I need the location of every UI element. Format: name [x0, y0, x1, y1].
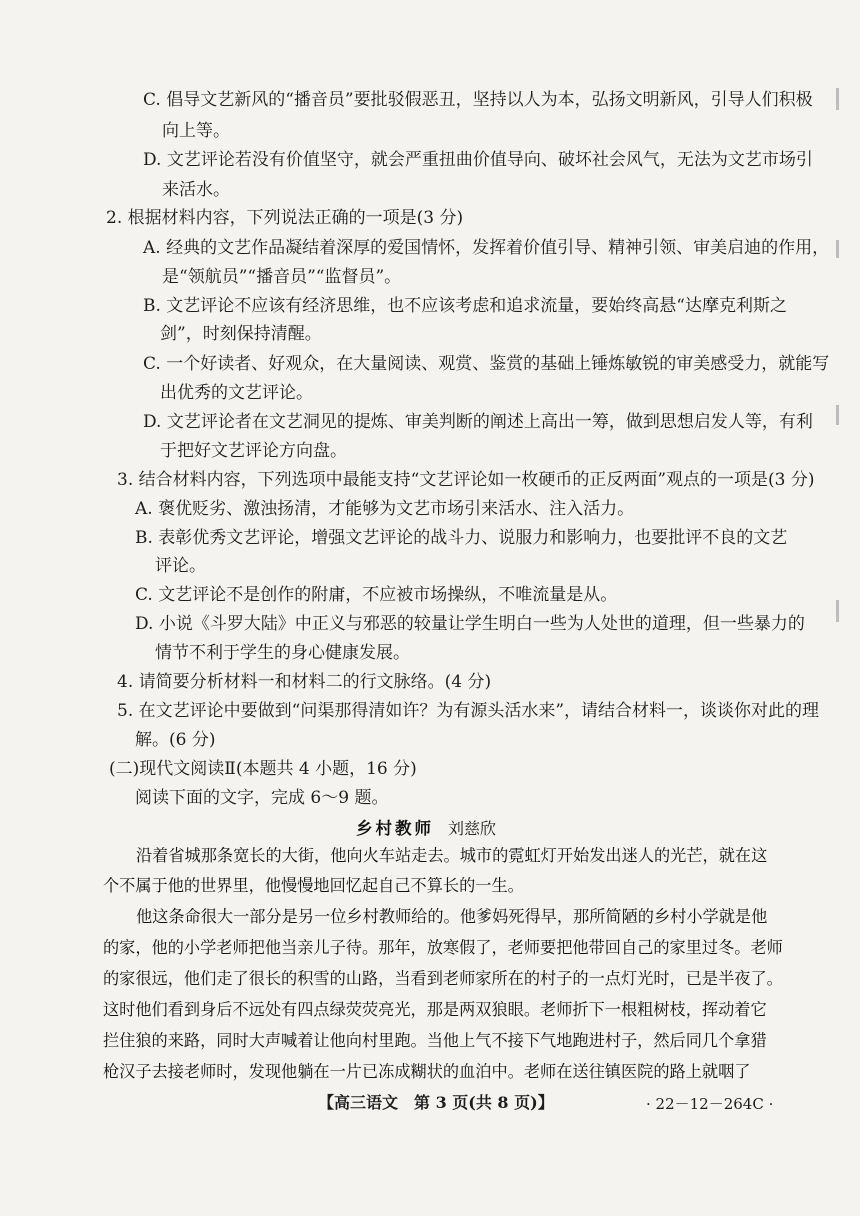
q2-option-c-line2: 出优秀的文艺评论。	[160, 383, 313, 403]
q2-option-a-line1: A. 经典的文艺作品凝结着深厚的爱国情怀，发挥着价值引导、精神引领、审美启迪的作用，	[143, 238, 830, 258]
q2-option-a-line2: 是“领航员”“播音员”“监督员”。	[162, 267, 402, 287]
q3-option-a: A. 褒优贬劣、激浊扬清，才能够为文艺市场引来活水、注入活力。	[135, 499, 635, 519]
story-p2-line5: 拦住狼的来路，同时大声喊着让他向村里跑。当他上气不接下气地跑进村子，然后同几个拿猎	[103, 1031, 767, 1050]
q3-stem: 3. 结合材料内容，下列选项中最能支持“文艺评论如一枚硬币的正反两面”观点的一项是(3 分)	[117, 470, 815, 490]
story-p2-line4: 这时他们看到身后不远处有四点绿荧荧亮光，那是两双狼眼。老师折下一根粗树枝，挥动着它	[103, 1000, 767, 1019]
q2-option-d-line1: D. 文艺评论者在文艺洞见的提炼、审美判断的阐述上高出一筹，做到思想启发人等，有利	[143, 412, 813, 432]
footer-code: · 22－12－264C ·	[646, 1095, 774, 1113]
q1-option-c-line1: C. 倡导文艺新风的“播音员”要批驳假恶丑，坚持以人为本，弘扬文明新风，引导人们积极	[143, 90, 813, 110]
q2-option-b-line2: 剑”，时刻保持清醒。	[160, 324, 322, 344]
scan-edge-mark	[836, 88, 839, 110]
section2-heading: (二)现代文阅读Ⅱ(本题共 4 小题，16 分)	[109, 759, 417, 779]
q1-option-d-line2: 来活水。	[162, 180, 230, 200]
q1-option-c-line2: 向上等。	[162, 121, 230, 141]
story-author: 刘慈欣	[448, 819, 497, 838]
story-p2-line6: 枪汉子去接老师时，发现他躺在一片已冻成糊状的血泊中。老师在送往镇医院的路上就咽了	[103, 1062, 751, 1081]
q2-stem: 2. 根据材料内容，下列说法正确的一项是(3 分)	[106, 208, 464, 228]
story-title: 乡村教师	[356, 819, 434, 838]
story-p1-line2: 个不属于他的世界里，他慢慢地回忆起自己不算长的一生。	[103, 876, 524, 895]
q3-option-d-line2: 情节不利于学生的身心健康发展。	[155, 643, 410, 663]
q5-stem-line2: 解。(6 分)	[135, 730, 216, 750]
scan-edge-mark	[836, 600, 839, 622]
section2-instruction: 阅读下面的文字，完成 6～9 题。	[135, 788, 389, 808]
q3-option-c: C. 文艺评论不是创作的附庸，不应被市场操纵，不唯流量是从。	[135, 585, 618, 605]
q5-stem-line1: 5. 在文艺评论中要做到“问渠那得清如许？为有源头活水来”，请结合材料一，谈谈你对此的理	[117, 701, 820, 721]
scan-edge-mark	[836, 240, 839, 258]
story-p2-line3: 的家很远，他们走了很长的积雪的山路，当看到老师家所在的村子的一点灯光时，已是半夜了。	[103, 969, 783, 988]
q2-option-d-line2: 于把好文艺评论方向盘。	[160, 441, 347, 461]
q4-stem: 4. 请简要分析材料一和材料二的行文脉络。(4 分)	[117, 672, 492, 692]
q3-option-d-line1: D. 小说《斗罗大陆》中正义与邪恶的较量让学生明白一些为人处世的道理，但一些暴力的	[135, 614, 805, 634]
q3-option-b-line1: B. 表彰优秀文艺评论，增强文艺评论的战斗力、说服力和影响力，也要批评不良的文艺	[135, 528, 788, 548]
q2-option-c-line1: C. 一个好读者、好观众，在大量阅读、观赏、鉴赏的基础上锤炼敏锐的审美感受力，就能写	[143, 354, 830, 374]
story-p2-line1: 他这条命很大一部分是另一位乡村教师给的。他爹妈死得早，那所简陋的乡村小学就是他	[136, 907, 768, 926]
q1-option-d-line1: D. 文艺评论若没有价值坚守，就会严重扭曲价值导向、破坏社会风气，无法为文艺市场引	[143, 150, 813, 170]
footer-page-label: 【高三语文 第 3 页(共 8 页)】	[318, 1093, 554, 1112]
story-p2-line2: 的家，他的小学老师把他当亲儿子待。那年，放寒假了，老师要把他带回自己的家里过冬。老师	[103, 938, 783, 957]
scan-edge-mark	[836, 405, 839, 425]
story-p1-line1: 沿着省城那条宽长的大街，他向火车站走去。城市的霓虹灯开始发出迷人的光芒，就在这	[136, 846, 768, 865]
q2-option-b-line1: B. 文艺评论不应该有经济思维，也不应该考虑和追求流量，要始终高悬“达摩克利斯之	[143, 296, 787, 316]
q3-option-b-line2: 评论。	[155, 556, 206, 576]
